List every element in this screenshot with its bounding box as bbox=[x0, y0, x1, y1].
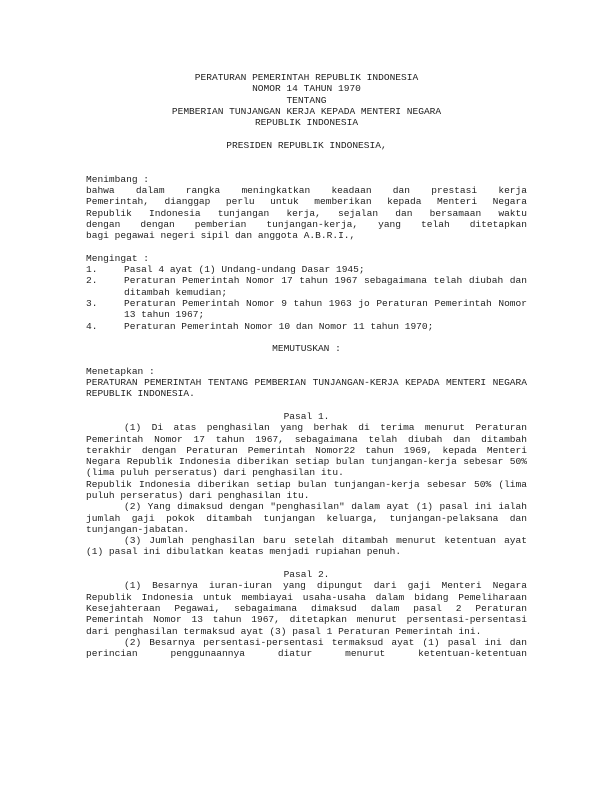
item-number: 3. bbox=[86, 297, 98, 309]
president-heading: PRESIDEN REPUBLIK INDONESIA, bbox=[226, 139, 387, 151]
mengingat-label: Mengingat : bbox=[86, 252, 150, 264]
menimbang-line: bagi pegawai negeri sipil dan anggota A.B.R.I., bbox=[86, 230, 356, 242]
pasal-1-ayat-2: (2) Yang dimaksud dengan "penghasilan" dalam ayat (1) pasal ini ialah jumlah gaji pokok ditambah tunjangan keluarga, tunjangan-pelaksana dan tunjangan-jabatan. bbox=[86, 501, 527, 535]
pasal-1-ayat-1b: Republik Indonesia diberikan setiap bulan tunjangan-kerja sebesar 50% (lima puluh perseratus) dari penghasilan itu. bbox=[86, 478, 527, 501]
menetapkan-text: PERATURAN PEMERINTAH TENTANG PEMBERIAN TUNJANGAN-KERJA KEPADA MENTERI NEGARA REPUBLIK INDONESIA. bbox=[86, 377, 527, 400]
pasal-1-ayat-3: (3) Jumlah penghasilan baru setelah ditambah menurut ketentuan ayat (1) pasal ini dibulatkan keatas menjadi rupiahan penuh. bbox=[86, 535, 527, 558]
menetapkan-label: Menetapkan : bbox=[86, 365, 155, 377]
item-text: Peraturan Pemerintah Nomor 9 tahun 1963 jo Peraturan Pemerintah Nomor 13 tahun 1967; bbox=[124, 297, 527, 321]
pasal-2-ayat-2: (2) Besarnya persentasi-persentasi termaksud ayat (1) pasal ini dan perincian penggunaannya diatur menurut ketentuan-ketentuan bbox=[86, 636, 527, 660]
pasal-1-ayat-1: (1) Di atas penghasilan yang berhak di terima menurut Peraturan Pemerintah Nomor 17 tahun 1967, sebagaimana telah diubah dan ditambah terakhir dengan Peraturan Pemerintah Nomor22 tahun 1969, kepada Menteri Negara Republik Indonesia diberikan setiap bulan tunjangan-kerja sebesar 50% (lima puluh perseratus) dari penghasilan itu. bbox=[86, 422, 527, 479]
mengingat-item bbox=[86, 264, 527, 275]
menimbang-line: Republik Indonesia tunjangan kerja, sejalan dan bersamaan waktu bbox=[86, 207, 527, 219]
item-number: 1. bbox=[86, 264, 98, 276]
title-subject-2: REPUBLIK INDONESIA bbox=[254, 117, 359, 129]
pasal-2-title: Pasal 2. bbox=[283, 569, 330, 581]
title-line: PERATURAN PEMERINTAH REPUBLIK INDONESIA bbox=[194, 72, 419, 83]
document-page bbox=[86, 72, 527, 659]
menimbang-line: bahwa dalam rangka meningkatkan keadaan dan prestasi kerja bbox=[86, 184, 527, 196]
pasal-2-ayat-1: (1) Besarnya iuran-iuran yang dipungut dari gaji Menteri Negara Republik Indonesia untuk membiayai usaha-usaha dalam bidang Pemeliharaan Kesejahteraan Pegawai, sebagaimana dimaksud dalam pasal 2 Peraturan Pemerintah Nomor 13 tahun 1967, ditetapkan menurut persentasi-persentasi dari penghasilan termaksud ayat (3) pasal 1 Peraturan Pemerintah ini. bbox=[86, 580, 527, 637]
title-subject: PEMBERIAN TUNJANGAN KERJA KEPADA MENTERI NEGARA bbox=[171, 105, 442, 117]
menimbang-line: dengan dengan pemberian tunjangan-kerja, yang telah ditetapkan bbox=[86, 218, 527, 230]
menimbang-label: Menimbang : bbox=[86, 173, 150, 185]
menimbang-line: Pemerintah, dianggap perlu untuk memberikan kepada Menteri Negara bbox=[86, 196, 527, 208]
item-number: 2. bbox=[86, 275, 98, 287]
pasal-1-title: Pasal 1. bbox=[283, 410, 330, 422]
item-text: Peraturan Pemerintah Nomor 10 dan Nomor 11 tahun 1970; bbox=[124, 320, 434, 332]
memutuskan-heading: MEMUTUSKAN : bbox=[272, 343, 341, 355]
item-text: Pasal 4 ayat (1) Undang-undang Dasar 1945; bbox=[124, 264, 365, 276]
title-tentang: TENTANG bbox=[286, 94, 327, 106]
mengingat-item bbox=[86, 321, 527, 332]
item-text: Peraturan Pemerintah Nomor 17 tahun 1967 sebagaimana telah diubah dan ditambah kemudian; bbox=[124, 275, 527, 298]
mengingat-item bbox=[86, 275, 527, 298]
mengingat-item bbox=[86, 298, 527, 321]
item-number: 4. bbox=[86, 320, 98, 332]
regulation-number: NOMOR 14 TAHUN 1970 bbox=[252, 83, 361, 95]
